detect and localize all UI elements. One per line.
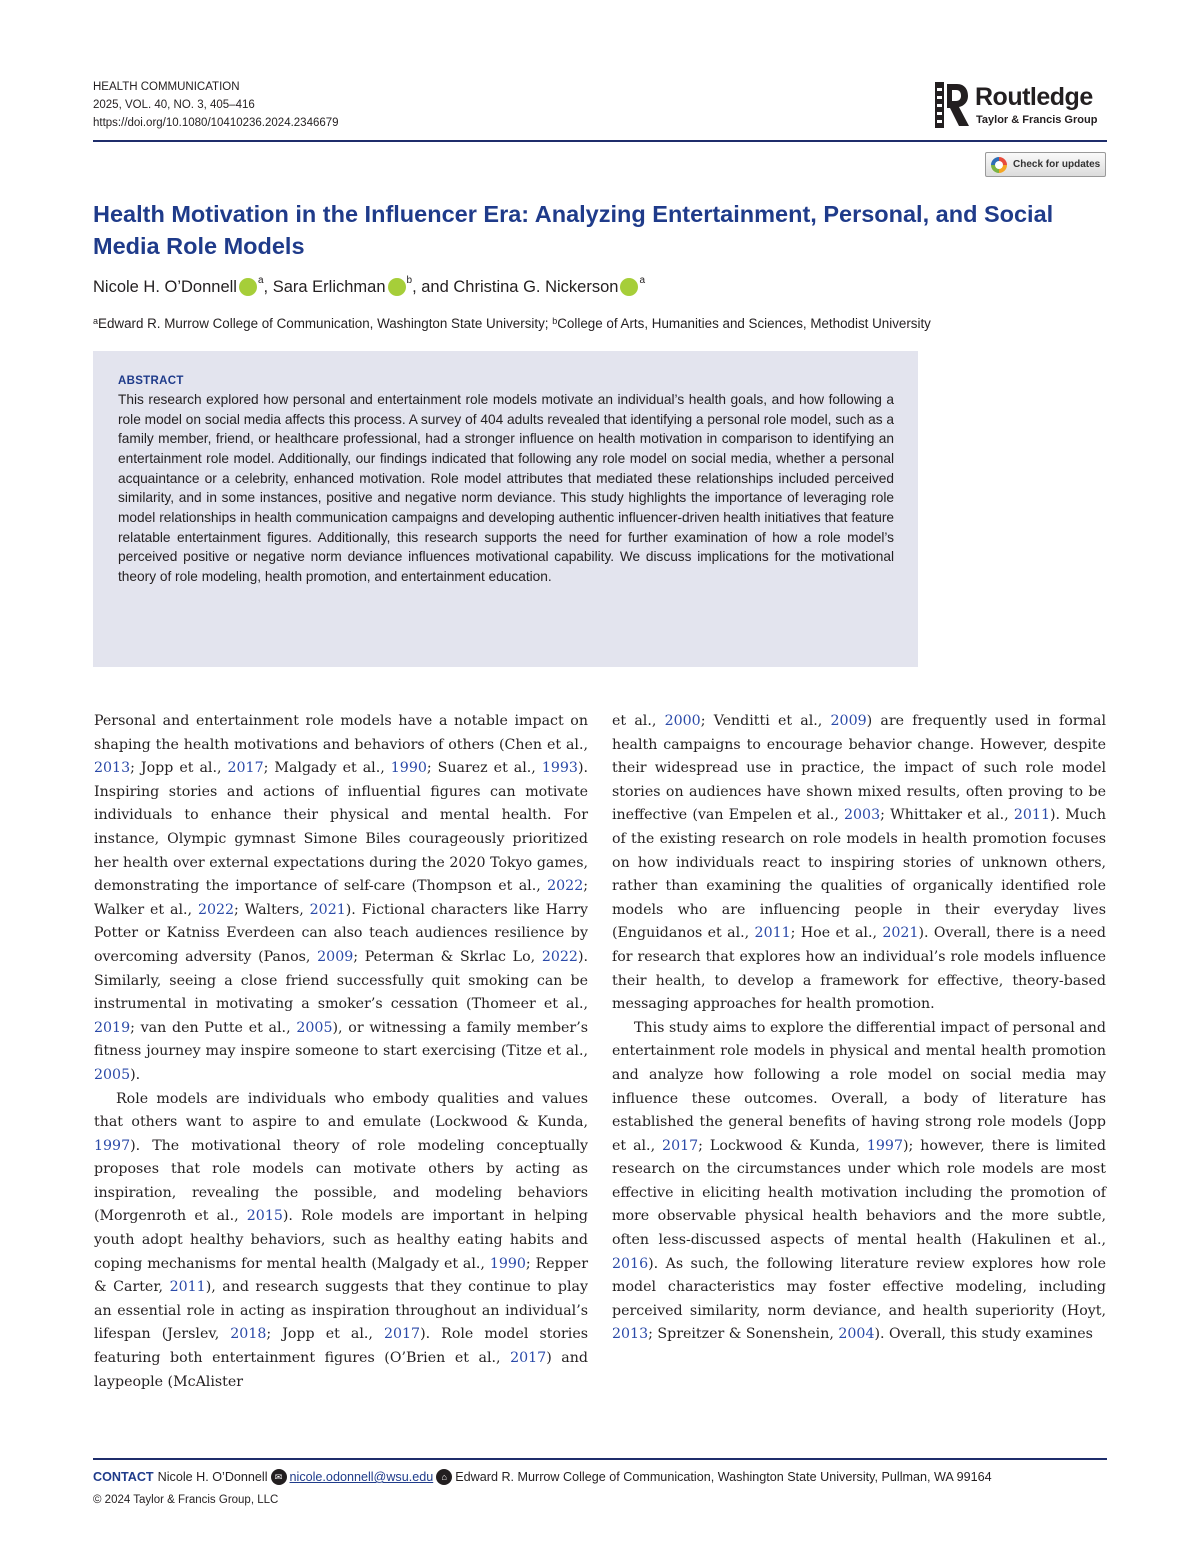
body-text: ; Lockwood & Kunda,	[698, 1137, 867, 1154]
abstract-heading: ABSTRACT	[118, 375, 184, 387]
body-text: ; Walters,	[234, 901, 310, 918]
citation-link[interactable]: 2017	[383, 1326, 421, 1343]
citation-link[interactable]: 2003	[843, 807, 881, 824]
citation-link[interactable]: 2016	[612, 1255, 649, 1272]
copyright: © 2024 Taylor & Francis Group, LLC	[93, 1494, 279, 1506]
citation-link[interactable]: 2005	[94, 1066, 131, 1083]
body-text: ; Hoe et al.,	[790, 925, 883, 942]
affiliation-text: Edward R. Murrow College of Communication, Washington State University;	[98, 316, 553, 331]
author-name: Christina G. Nickerson	[453, 278, 619, 296]
routledge-logo	[935, 80, 1110, 130]
body-text: ; Repper & Carter,	[94, 1255, 588, 1296]
publisher-name: Routledge	[975, 83, 1093, 111]
publisher-group: Taylor & Francis Group	[976, 114, 1098, 126]
contact-address: Edward R. Murrow College of Communication, Washington State University, Pullman, WA 99164	[455, 1470, 992, 1484]
citation-link[interactable]: 1990	[390, 760, 427, 777]
affiliation-text: College of Arts, Humanities and Sciences, Methodist University	[557, 316, 931, 331]
affiliation-marker: b	[552, 316, 558, 326]
body-text: ). The motivational theory of role modeling conceptually proposes that role models can motivate others by acting as inspiration, revealing the possible, and modeling behaviors (Morgenroth et al.,	[94, 1137, 588, 1225]
affiliation-marker: a	[93, 316, 99, 326]
address-icon: ⌂	[436, 1469, 452, 1485]
journal-name: HEALTH COMMUNICATION	[93, 81, 240, 93]
header-rule	[93, 140, 1107, 142]
citation-link[interactable]: 2018	[230, 1326, 267, 1343]
email-icon: ✉	[271, 1469, 287, 1485]
author-affiliation-marker: a	[639, 275, 645, 286]
body-text: ) and laypeople (McAlister	[94, 1350, 588, 1390]
contact-label: CONTACT	[93, 1470, 154, 1484]
citation-link[interactable]: 2009	[830, 713, 867, 729]
contact-line	[93, 1468, 992, 1486]
citation-link[interactable]: 2009	[317, 948, 354, 965]
orcid-icon[interactable]	[620, 278, 638, 296]
orcid-icon[interactable]	[239, 278, 257, 296]
footer-rule	[93, 1458, 1107, 1460]
routledge-mark-icon	[935, 82, 969, 128]
author-affiliation-marker: b	[406, 275, 413, 286]
body-text: ; Venditti et al.,	[700, 713, 831, 729]
body-paragraph	[612, 1017, 1106, 1347]
author-separator: , and	[412, 278, 454, 296]
body-text: Personal and entertainment role models have a notable impact on shaping the health motivations and behaviors of others (Chen et al.,	[94, 713, 588, 753]
body-paragraph	[94, 1088, 588, 1395]
author-affiliation-marker: a	[257, 275, 264, 286]
citation-link[interactable]: 2019	[94, 1019, 131, 1036]
body-text: ; Jopp et al.,	[130, 760, 228, 777]
body-text: This study aims to explore the differential impact of personal and entertainment role models in physical and mental health promotion and analyze how following a role model on social media may influence these outcomes. Overall, a body of literature has established the general benefits of having strong role models (Jopp et al.,	[612, 1019, 1106, 1154]
body-text: ). Inspiring stories and actions of influential figures can motivate individuals to enhance their physical and mental health. For instance, Olympic gymnast Simone Biles courageously prioritized her health over external expectations during the 2020 Tokyo games, demonstrating the importance of self-care (Thompson et al.,	[94, 760, 588, 895]
body-text: Role models are individuals who embody qualities and values that others want to aspire to and emulate (Lockwood & Kunda,	[94, 1090, 588, 1131]
body-paragraph	[94, 710, 588, 1088]
journal-meta	[93, 78, 339, 132]
body-text: ; Malgady et al.,	[263, 760, 391, 777]
body-text: ). As such, the following literature review explores how role model characteristics may foster effective modeling, including perceived similarity, norm deviance, and health superiority (Hoyt,	[612, 1255, 1106, 1319]
citation-link[interactable]: 2004	[838, 1326, 875, 1343]
orcid-icon[interactable]	[388, 278, 406, 296]
body-text: ). Similarly, seeing a close friend successfully quit smoking can be instrumental in motivating a smoker’s cessation (Thomeer et al.,	[94, 948, 588, 1013]
citation-link[interactable]: 2021	[882, 925, 919, 942]
body-text: ; Suarez et al.,	[426, 760, 542, 777]
author-separator: ,	[263, 278, 273, 296]
citation-link[interactable]: 2011	[169, 1279, 206, 1296]
journal-volume-info: 2025, VOL. 40, NO. 3, 405–416	[93, 99, 255, 111]
citation-link[interactable]: 2013	[94, 760, 131, 777]
citation-link[interactable]: 2017	[662, 1137, 699, 1154]
body-text: ). Overall, this study examines	[874, 1326, 1093, 1343]
citation-link[interactable]: 2000	[664, 713, 701, 729]
citation-link[interactable]: 2022	[541, 948, 578, 965]
body-text: ), or witnessing a family member’s fitness journey may inspire someone to start exercising (Titze et al.,	[94, 1019, 588, 1060]
body-column-right	[612, 710, 1106, 1347]
citation-link[interactable]: 2015	[246, 1208, 283, 1225]
body-text: ; van den Putte et al.,	[130, 1019, 297, 1036]
body-text: ). Role model stories featuring both entertainment figures (O’Brien et al.,	[94, 1326, 589, 1367]
body-text: ). Overall, there is a need for research that explores how an individual’s role models influence their health, to develop a framework for effective, theory-based messaging approaches for health promotion.	[612, 925, 1106, 1013]
body-text: ; Spreitzer & Sonenshein,	[648, 1326, 839, 1343]
author-name: Sara Erlichman	[272, 278, 386, 296]
citation-link[interactable]: 1997	[866, 1137, 903, 1154]
body-paragraph	[612, 710, 1106, 1017]
citation-link[interactable]: 2013	[612, 1326, 649, 1343]
contact-name: Nicole H. O’Donnell	[157, 1470, 268, 1484]
abstract-text: This research explored how personal and entertainment role models motivate an individual’s health goals, and how following a role model on social media affects this process. A survey of 404 adults revealed that identifying a personal role model, such as a family member, friend, or healthcare professional, had a stronger influence on health motivation in comparison to identifying an entertainment role model. Additionally, our findings indicated that following any role model on social media, whether a personal acquaintance or a celebrity, enhanced motivation. Role model attributes that mediated these relationships included perceived similarity, and in some instances, positive and negative norm deviance. This study highlights the importance of leveraging role model relationships in health communication campaigns and developing authentic influencer-driven health initiatives that feature relatable entertainment figures. Additionally, this research supports the need for further examination of how a role model’s perceived positive or negative norm deviance influences motivational capability. We discuss implications for the motivational theory of role modeling, health promotion, and entertainment education.	[118, 392, 894, 584]
body-text: et al.,	[612, 713, 665, 729]
citation-link[interactable]: 2022	[547, 878, 584, 895]
body-text: ). Role models are important in helping youth adopt healthy behaviors, such as healthy eating habits and coping mechanisms for mental health (Malgady et al.,	[94, 1208, 588, 1272]
citation-link[interactable]: 2011	[754, 925, 791, 942]
author-list	[93, 276, 645, 298]
check-for-updates-button[interactable]	[985, 152, 1106, 177]
body-text: ) are frequently used in formal health campaigns to encourage behavior change. However, despite their widespread use in practice, the impact of such role model stories on audiences have shown mixed results, often proving to be ineffective (van Empelen et al.,	[612, 713, 1106, 824]
body-column-left	[94, 710, 588, 1394]
body-text: ; Whittaker et al.,	[880, 807, 1014, 824]
article-title: Health Motivation in the Influencer Era: Analyzing Entertainment, Personal, and Social Media Role Models	[93, 201, 1054, 259]
check-updates-icon	[991, 157, 1007, 173]
citation-link[interactable]: 2005	[296, 1019, 333, 1036]
body-text: ).	[130, 1066, 141, 1083]
citation-link[interactable]: 2022	[197, 901, 235, 918]
citation-link[interactable]: 2011	[1013, 807, 1050, 824]
body-text: ; Jopp et al.,	[266, 1326, 384, 1343]
body-text: ), and research suggests that they continue to play an essential role in acting as inspiration throughout an individual’s lifespan (Jerslev,	[94, 1279, 589, 1343]
body-text: ; Walker et al.,	[94, 878, 588, 918]
body-text: ). Fictional characters like Harry Potter or Katniss Everdeen can also teach audiences resilience by overcoming adversity (Panos,	[94, 901, 588, 965]
body-text: ); however, there is limited research on the circumstances under which role models are most effective in eliciting health motivation including the promotion of more observable physical health behaviors and the more subtle, often less-discussed aspects of mental health (Hakulinen et al.,	[612, 1137, 1106, 1249]
affiliations	[93, 315, 931, 334]
citation-link[interactable]: 2017	[510, 1350, 547, 1367]
body-text: ; Peterman & Skrlac Lo,	[353, 948, 542, 965]
citation-link[interactable]: 1990	[489, 1255, 526, 1272]
journal-doi-link[interactable]: https://doi.org/10.1080/10410236.2024.2346679	[93, 117, 339, 129]
author-name: Nicole H. O’Donnell	[93, 278, 237, 296]
body-text: ). Much of the existing research on role models in health promotion focuses on how individuals react to inspiring stories of unknown others, rather than examining the qualities of organically identified role models who are influencing people in their everyday lives (Enguidanos et al.,	[612, 807, 1107, 942]
citation-link[interactable]: 1993	[541, 760, 578, 777]
citation-link[interactable]: 2021	[309, 901, 346, 918]
citation-link[interactable]: 2017	[227, 760, 264, 777]
contact-email-link[interactable]: nicole.odonnell@wsu.edu	[289, 1470, 434, 1484]
citation-link[interactable]: 1997	[94, 1137, 131, 1154]
check-updates-label: Check for updates	[1013, 159, 1101, 170]
